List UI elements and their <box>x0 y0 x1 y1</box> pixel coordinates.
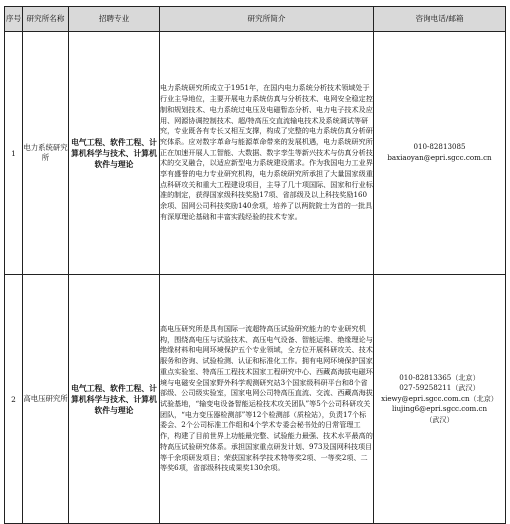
contact-email-wuhan-link[interactable]: liujing6@epri.sgcc.com.cn <box>391 404 488 414</box>
row-contact <box>374 32 506 275</box>
contact-phone: 010-82813085 <box>413 142 466 152</box>
recruitment-table <box>4 6 506 524</box>
contact-email-link[interactable]: baxiaoyan@epri.sgcc.com.cn <box>387 153 492 162</box>
header-major: 招聘专业 <box>69 7 160 32</box>
row-institute: 高电压研究所 <box>23 275 69 524</box>
row-contact <box>374 275 506 524</box>
header-seq: 序号 <box>5 7 23 32</box>
row-institute: 电力系统研究所 <box>23 32 69 275</box>
table-header-row <box>5 7 506 32</box>
row-seq: 2 <box>5 275 23 524</box>
row-seq: 1 <box>5 32 23 275</box>
header-intro: 研究所简介 <box>160 7 374 32</box>
header-contact: 咨询电话/邮箱 <box>374 7 506 32</box>
contact-email-beijing-link[interactable]: xiewy@epri.sgcc.com.cn（北京） <box>381 393 498 403</box>
header-institute: 研究所名称 <box>23 7 69 32</box>
row-major: 电气工程、软件工程、计算机科学与技术、计算机软件与理论 <box>69 275 160 524</box>
table-row <box>5 32 506 275</box>
row-intro: 电力系统研究所成立于1951年，在国内电力系统分析技术领域处于行业主导地位，主要开展电力系统仿真与分析技术、电网安全稳定控制和规划技术、电力系统过电压及电磁暂态分析、电力电子技术及应用、网源协调控制技术、超/特高压交直流输电技术及系统调试等研究，专业既各有专长又相互支撑，构成了完整的电力系统仿真分析研究体系。应对数字革命与能源革命带来的发展机遇，电力系统研究所正在加速开展人工智能、大数据、数字孪生等新兴技术与仿真分析技术的交叉融合，以适应新型电力系统建设需求。作为我国电力工业界享有盛誉的电力专业研究机构，电力系统研究所承担了大量国家级重点科研攻关和重大工程建设项目，主导了几十项国际、国家和行业标准的制定，获得国家级科技奖励17项、省部级及以上科技奖励160余项、国网公司科技奖励140余项，培养了以两院院士为首的一批具有深厚理论基础和丰富实践经验的技术专家。 <box>160 32 374 275</box>
contact-phone-wuhan: 027-59258211（武汉） <box>399 383 480 393</box>
table-row <box>5 275 506 524</box>
row-intro: 高电压研究所是具有国际一流超特高压试验研究能力的专业研究机构，围绕高电压与试验技术、高压电气设备、智能运维、绝缘理论与绝缘材料和电网环境保护五个专业领域，全方位开展科研攻关、技术服务和咨询、试验检测、认证和标准化工作。拥有电网环境保护国家重点实验室、特高压工程技术国家工程研究中心、西藏高海拔电磁环境与电磁安全国家野外科学观测研究站3个国家级科研平台和8个省部级、公司级实验室，国家电网公司特高压直流、交流、西藏高海拔试验基地，“输变电设备智能运检技术攻关团队”等5个公司科研攻关团队，“电力变压器检测部”等12个检测部（质检站），负责17个标委会、2个公司标准工作组和4个学术专委会秘书处的日常管理工作，构建了目前世界上功能最完整、试验能力最强、技术水平最高的特高压试验研究体系。承担国家重点研发计划、973及国网科技项目等千余项研发项目；荣获国家科学技术特等奖2项、一等奖2项、二等奖6项，省部级科技成果奖130余项。 <box>160 275 374 524</box>
row-major: 电气工程、软件工程、计算机科学与技术、计算机软件与理论 <box>69 32 160 275</box>
contact-phone-beijing: 010-82813365（北京） <box>399 372 480 382</box>
contact-email-wuhan-note: （武汉） <box>425 414 454 424</box>
